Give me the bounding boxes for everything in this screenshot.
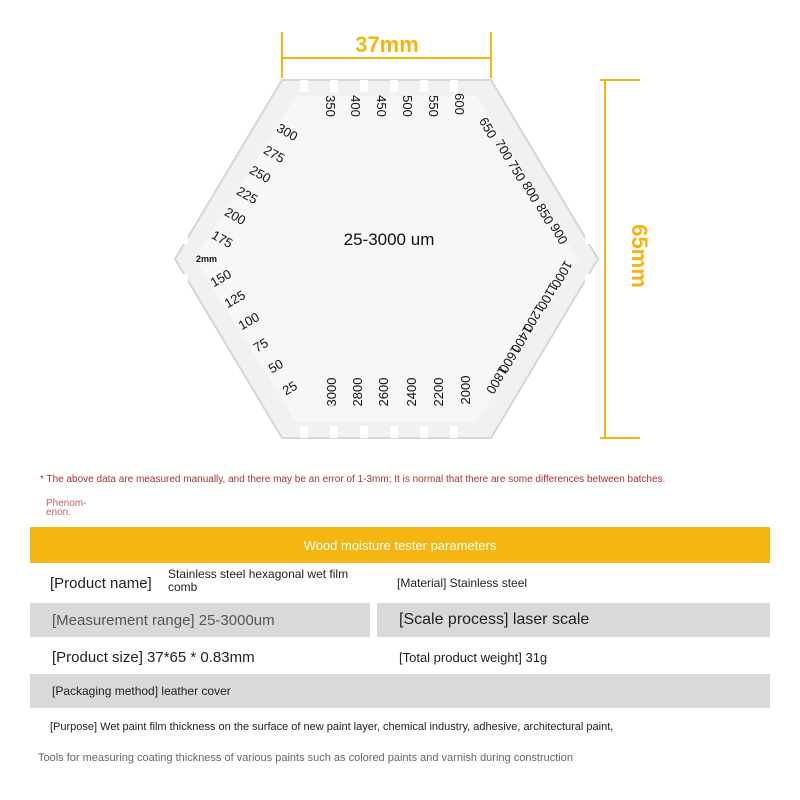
scale-label: 175: [209, 227, 236, 252]
scale-label: 1000: [548, 257, 576, 291]
scale-label: 2800: [350, 377, 365, 407]
scale-label: 800: [518, 178, 543, 205]
product-name-label: [Product name]: [50, 574, 152, 592]
product-size-field: [Product size] 37*65 * 0.83mm: [52, 648, 255, 666]
scale-label: 225: [234, 183, 261, 208]
scale-label: 100: [235, 309, 262, 334]
scale-label: 250: [247, 162, 274, 187]
scale-label: 500: [400, 95, 415, 117]
scale-label: 600: [452, 93, 467, 115]
scale-label: 2400: [404, 377, 419, 407]
scale-label: 50: [265, 355, 286, 377]
total-weight-field: [Total product weight] 31g: [399, 649, 548, 665]
tools-text: Tools for measuring coating thickness of various paints such as colored paints and varnish during construction: [38, 752, 574, 764]
scale-label: 400: [348, 95, 363, 117]
scale-label: 700: [491, 136, 516, 163]
purpose-text: [Purpose] Wet paint film thickness on the surface of new paint layer, chemical industry, adhesive, architectural paint,: [50, 721, 614, 733]
scale-label: 200: [222, 204, 249, 229]
product-name-value: Stainless steel hexagonal wet film comb: [168, 567, 349, 594]
scale-label: 1400: [508, 322, 536, 356]
material-field: [Material] Stainless steel: [397, 576, 528, 590]
packaging-method-field: [Packaging method] leather cover: [30, 674, 770, 708]
scale-label: 125: [221, 287, 248, 312]
scale-label: 3000: [324, 377, 339, 407]
parameters-banner: Wood moisture tester parameters: [30, 527, 770, 563]
scale-label: 2000: [458, 375, 473, 405]
scale-label: 1200: [520, 301, 548, 335]
scale-label: 450: [374, 95, 389, 117]
scale-process-field: [Scale process] laser scale: [377, 603, 770, 637]
scale-label: 25: [279, 377, 300, 399]
scale-label: 150: [207, 266, 234, 291]
scale-label: 1100: [534, 280, 562, 313]
scale-label: 650: [475, 114, 500, 141]
phenomenon-label: Phenom-enon.: [46, 498, 87, 518]
measurement-note: * The above data are measured manually, and there may be an error of 1-3mm; It is normal that there are some differences between batches.: [40, 474, 666, 485]
scale-label: 300: [274, 120, 301, 145]
range-center-label: 25-3000 um: [343, 230, 435, 249]
width-label: 37mm: [355, 32, 419, 57]
measurement-range-field: [Measurement range] 25-3000um: [30, 603, 370, 637]
scale-label: 900: [546, 220, 571, 247]
scale-label: 2600: [376, 377, 391, 407]
scale-label: 850: [532, 200, 557, 227]
scale-label: 75: [250, 334, 271, 356]
scale-label: 1800: [483, 363, 511, 397]
scale-label: 1600: [496, 342, 524, 376]
scale-label: 550: [426, 95, 441, 117]
scale-label: 750: [504, 157, 529, 184]
scale-label: 350: [323, 95, 338, 117]
scale-label: 275: [261, 142, 288, 167]
step-label: 2mm: [196, 254, 218, 264]
height-label: 65mm: [627, 224, 652, 288]
scale-label: 2200: [431, 377, 446, 407]
